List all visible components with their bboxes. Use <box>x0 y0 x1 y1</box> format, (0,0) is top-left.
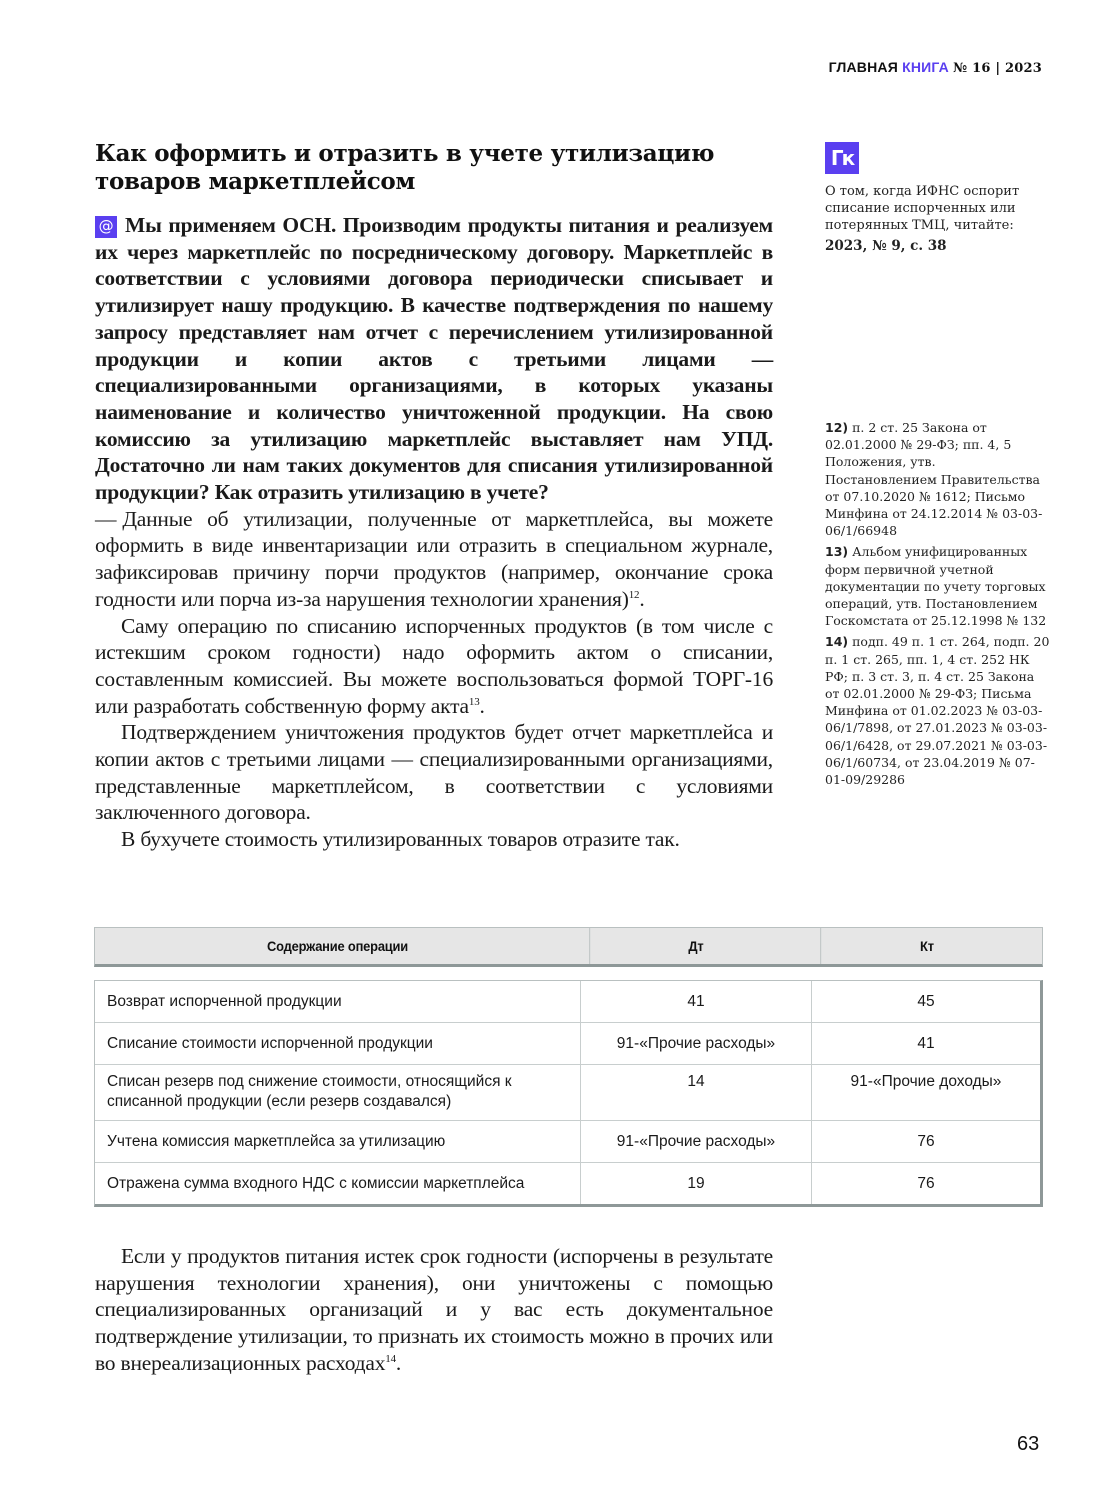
footnotes <box>825 419 1050 792</box>
issue-number: № 16 | 2023 <box>953 61 1042 76</box>
page-number: 63 <box>1017 1433 1040 1455</box>
question-at-icon: @ <box>95 216 117 238</box>
article-body <box>95 212 773 853</box>
cell-credit: 91-«Прочие доходы» <box>811 1065 1040 1120</box>
table-row <box>95 1120 1040 1162</box>
cell-debit: 91-«Прочие расходы» <box>580 1121 811 1162</box>
closing-paragraph: Если у продуктов питания истек срок годности (испорчены в результате нарушения технологии хранения), они уничтожены с помощью специализированных организаций и у вас есть документальное подтверждение утилизации, то признать их стоимость можно в прочих или во внереализационных расходах$^{14}$. <box>95 1244 773 1375</box>
footnote-ref-12[interactable]: 12 <box>628 588 640 601</box>
cell-operation: Учтена комиссия маркетплейса за утилизацию <box>107 1133 446 1150</box>
footnote-ref-14[interactable]: 14 <box>385 1352 396 1365</box>
footnote-text: подп. 49 п. 1 ст. 264, подп. 20 п. 1 ст. 265, пп. 1, 4 ст. 252 НК РФ; п. 3 ст. 3, п. 4 ст. 25 Закона от 02.01.2000 № 29-ФЗ; Письма Минфина от 01.02.2023 № 03-03-06/1/7898, от 27.01.2023 № 03-03-06/1/6428, от 29.07.2021 № 03-03-06/1/60734, от 23.04.2019 № 07-01-09/29286 <box>825 634 1050 788</box>
cell-operation: Возврат испорченной продукции <box>107 993 342 1010</box>
cell-credit: 45 <box>811 981 1040 1022</box>
cell-operation: Списан резерв под снижение стоимости, относящийся к списанной продукции (если резерв создавался) <box>107 1073 512 1110</box>
cross-reference-text: О том, когда ИФНС оспорит списание испорченных или потерянных ТМЦ, читайте: <box>825 184 1020 233</box>
question-text: Мы применяем ОСН. Производим продукты питания и реализуем их через маркетплейс по посредническому договору. Маркетплейс в соответствии с условиями договора периодически списывает и утилизирует нашу продукцию. В качестве подтверждения по нашему запросу представляет нам отчет с перечислением утилизированной продукции и копии актов с третьими лицами — специализированными организациями, в которых указаны наименование и количество уничтоженной продукции. На свою комиссию за утилизацию маркетплейс выставляет нам УПД. Достаточно ли нам таких документов для списания утилизированной продукции? Как отразить утилизацию в учете? <box>95 213 773 505</box>
footnote-ref-13[interactable]: 13 <box>468 695 480 708</box>
reader-question <box>95 212 773 506</box>
brand-name-accent: КНИГА <box>902 59 949 75</box>
answer-paragraph-4: В бухучете стоимость утилизированных товаров отразите так. <box>121 827 680 852</box>
cell-credit: 76 <box>811 1121 1040 1162</box>
column-header-operation: Содержание операции <box>266 938 409 954</box>
footnote-13 <box>825 543 1050 629</box>
cell-debit: 14 <box>580 1065 811 1120</box>
closing-section <box>95 1243 773 1377</box>
footnote-14 <box>825 633 1050 788</box>
footnote-text: п. 2 ст. 25 Закона от 02.01.2000 № 29-ФЗ; пп. 4, 5 Положения, утв. Постановлением Правительства от 07.10.2020 № 1612; Письмо Минфина от 24.12.2014 № 03-03-06/1/66948 <box>825 420 1043 539</box>
gk-logo-icon: Гк <box>825 142 859 174</box>
answer-dash: — <box>95 506 117 531</box>
column-header-credit: Кт <box>820 928 1033 964</box>
sidebar-cross-reference <box>825 183 1050 255</box>
cell-operation: Списание стоимости испорченной продукции <box>107 1035 433 1052</box>
table-row <box>95 981 1040 1022</box>
table-row <box>95 1022 1040 1064</box>
accounting-entries-table <box>94 927 1043 1207</box>
table-header <box>94 927 1043 967</box>
column-header-debit: Дт <box>589 928 802 964</box>
footnote-number: 12) <box>825 420 849 435</box>
answer-paragraph-1: — Данные об утилизации, полученные от маркетплейса, вы можете оформить в виде инвентаризации или отразить в специальном журнале, зафиксировав причину порчи продуктов (например, окончание срока годности или порча из-за нарушения технологии хранения)$^{12}$. <box>95 506 773 611</box>
footnote-number: 13) <box>825 544 849 560</box>
cell-debit: 19 <box>580 1163 811 1204</box>
table-row <box>95 1064 1040 1120</box>
running-header <box>829 59 1042 76</box>
article-title: Как оформить и отразить в учете утилизацию товаров маркетплейсом <box>95 140 715 195</box>
cross-reference-link[interactable]: 2023, № 9, с. 38 <box>825 238 947 254</box>
table-body <box>94 980 1043 1207</box>
footnote-number: 14) <box>825 634 849 650</box>
table-row <box>95 1162 1040 1204</box>
answer-paragraph-3: Подтверждением уничтожения продуктов будет отчет маркетплейса и копии актов с третьими лицами — специализированными организациями, представленные маркетплейсом, в соответствии с условиями заключенного договора. <box>95 720 773 825</box>
cell-debit: 41 <box>580 981 811 1022</box>
cell-credit: 76 <box>811 1163 1040 1204</box>
answer-paragraph-2: Саму операцию по списанию испорченных продуктов (в том числе с истекшим сроком годности) надо оформить актом о списании, составленным комиссией. Вы можете воспользоваться формой ТОРГ-16 или разработать собственную форму акта$^{13}$. <box>95 613 773 718</box>
footnote-text: Альбом унифицированных форм первичной учетной документации по учету торговых операций, утв. Постановлением Госкомстата от 25.12.1998 № 132 <box>825 544 1047 629</box>
cell-debit: 91-«Прочие расходы» <box>580 1023 811 1064</box>
footnote-12 <box>825 419 1050 539</box>
cell-credit: 41 <box>811 1023 1040 1064</box>
cell-operation: Отражена сумма входного НДС с комиссии маркетплейса <box>107 1175 525 1192</box>
brand-name: ГЛАВНАЯ <box>828 59 898 75</box>
